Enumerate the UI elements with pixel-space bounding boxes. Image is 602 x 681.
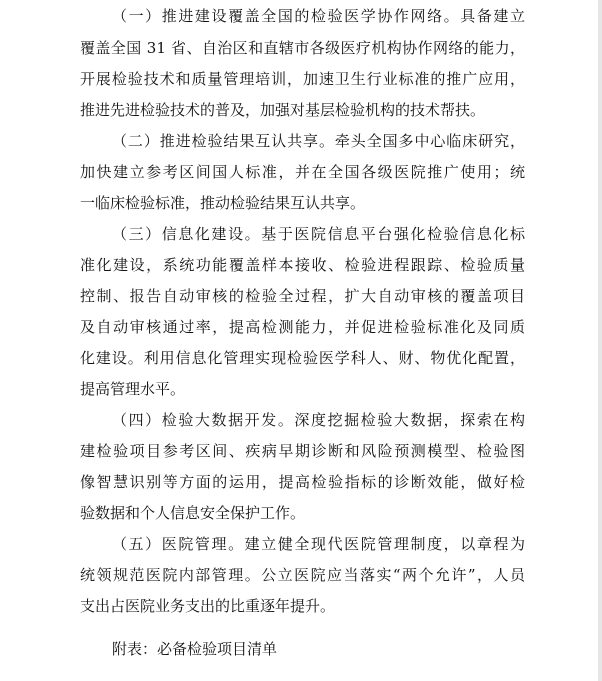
section-1-line-4: 推进先进检验技术的普及，加强对基层检验机构的技术帮扶。 [80,101,486,119]
section-3-line-2: 准化建设，系统功能覆盖样本接收、检验进程跟踪、检验质量 [80,256,525,274]
section-5-line-3: 支出占医院业务支出的比重逐年提升。 [80,597,336,615]
section-5-line-1: （五）医院管理。建立健全现代医院管理制度，以章程为 [112,535,525,553]
section-2-line-3: 一临床检验标准，推动检验结果互认共享。 [80,194,366,212]
section-4-line-4: 验数据和个人信息安全保护工作。 [80,504,306,522]
section-3-line-5: 化建设。利用信息化管理实现检验医学科人、财、物优化配置， [80,349,525,367]
section-2-line-2: 加快建立参考区间国人标准，并在全国各级医院推广使用；统 [80,163,525,181]
section-4-line-3: 像智慧识别等方面的运用，提高检验指标的诊断效能，做好检 [80,473,525,491]
section-3-line-3: 控制、报告自动审核的检验全过程，扩大自动审核的覆盖项目 [80,287,525,305]
section-3-line-4: 及自动审核通过率，提高检测能力，并促进检验标准化及同质 [80,318,525,336]
section-5-line-2: 统领规范医院内部管理。公立医院应当落实“两个允许”，人员 [80,566,525,584]
section-1-line-2: 覆盖全国 31 省、自治区和直辖市各级医疗机构协作网络的能力， [80,39,525,57]
attachment-reference: 附表：必备检验项目清单 [112,640,278,658]
section-2-line-1: （二）推进检验结果互认共享。牵头全国多中心临床研究， [112,132,525,150]
page-edge-divider [598,0,602,681]
section-3-line-6: 提高管理水平。 [80,380,186,398]
section-4-line-1: （四）检验大数据开发。深度挖掘检验大数据，探索在构 [112,411,525,429]
section-1-line-1: （一）推进建设覆盖全国的检验医学协作网络。具备建立 [112,7,525,25]
section-1-line-3: 开展检验技术和质量管理培训，加速卫生行业标准的推广应用， [80,70,525,88]
section-4-line-2: 建检验项目参考区间、疾病早期诊断和风险预测模型、检验图 [80,442,525,460]
section-3-line-1: （三）信息化建设。基于医院信息平台强化检验信息化标 [112,225,525,243]
